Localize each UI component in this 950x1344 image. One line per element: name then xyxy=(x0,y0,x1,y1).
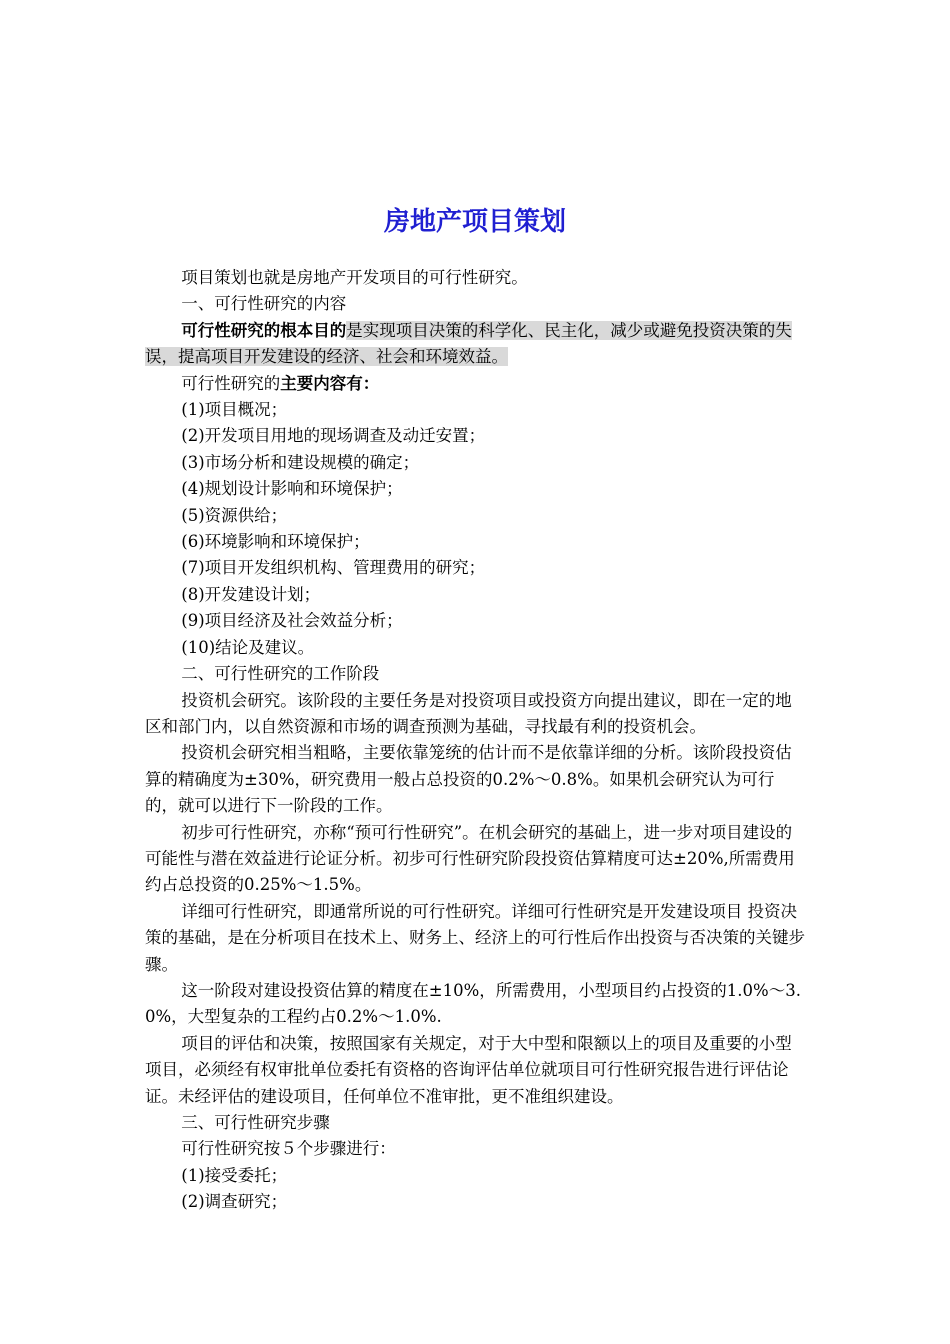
intro-paragraph: 项目策划也就是房地产开发项目的可行性研究。 xyxy=(181,268,528,287)
list-item: (10)结论及建议。 xyxy=(181,637,315,657)
list-item: (1)项目概况； xyxy=(181,400,288,420)
body-paragraph: 详细可行性研究，即通常所说的可行性研究。详细可行性研究是开发建设项目 投资决策的基础，是在分析项目在技术上、财务上、经济上的可行性后作出投资与否决策的关键步骤。 xyxy=(145,901,805,974)
list-item: (4)规划设计影响和环境保护； xyxy=(181,479,403,499)
list-item: (7)项目开发组织机构、管理费用的研究； xyxy=(181,558,486,578)
list-item: (8)开发建设计划； xyxy=(181,584,321,604)
purpose-highlighted-text: 是实现项目决策的科学化、民主化，减少或避免投资决策的失误，提高项目开发建设的经济、社会和环境效益。 xyxy=(145,320,792,367)
section-3-heading: 三、可行性研究步骤 xyxy=(181,1113,330,1132)
contents-lead-text: 可行性研究的 xyxy=(181,373,281,393)
purpose-paragraph xyxy=(145,318,805,371)
contents-bold-text: 主要内容有： xyxy=(280,373,380,393)
body-paragraph: 项目的评估和决策，按照国家有关规定，对于大中型和限额以上的项目及重要的小型项目，必须经有权审批单位委托有资格的咨询评估单位就项目可行性研究报告进行评估论证。未经评估的建设项目，任何单位不准审批，更不准组织建设。 xyxy=(145,1033,792,1106)
body-paragraph: 初步可行性研究，亦称“预可行性研究”。在机会研究的基础上，进一步对项目建设的可能性与潜在效益进行论证分析。初步可行性研究阶段投资估算精度可达±20%,所需费用约占总投资的0.25%～1.5%。 xyxy=(145,822,795,895)
list-item: (6)环境影响和环境保护； xyxy=(181,532,370,552)
purpose-bold-text: 可行性研究的根本目的 xyxy=(181,320,347,340)
body-paragraph: 投资机会研究。该阶段的主要任务是对投资项目或投资方向提出建议，即在一定的地区和部门内，以自然资源和市场的调查预测为基础，寻找最有利的投资机会。 xyxy=(145,690,792,736)
body-paragraph: 这一阶段对建设投资估算的精度在±10%，所需费用，小型项目约占投资的1.0%～3.0%，大型复杂的工程约占0.2%～1.0%. xyxy=(145,980,801,1027)
contents-lead-paragraph xyxy=(145,371,805,397)
section-1-heading: 一、可行性研究的内容 xyxy=(181,294,347,314)
page-title: 房地产项目策划 xyxy=(383,207,566,237)
list-item: (3)市场分析和建设规模的确定； xyxy=(181,452,420,472)
list-item: (1)接受委托； xyxy=(181,1165,288,1185)
list-item: (9)项目经济及社会效益分析； xyxy=(181,611,403,631)
list-item: (2)开发项目用地的现场调查及动迁安置； xyxy=(181,426,486,446)
steps-lead-paragraph: 可行性研究按５个步骤进行： xyxy=(181,1139,396,1159)
list-item: (2)调查研究； xyxy=(181,1192,288,1212)
list-item: (5)资源供给； xyxy=(181,505,288,525)
document-body xyxy=(145,265,805,1216)
section-2-heading: 二、可行性研究的工作阶段 xyxy=(181,664,380,684)
body-paragraph: 投资机会研究相当粗略，主要依靠笼统的估计而不是依靠详细的分析。该阶段投资估算的精确度为±30%，研究费用一般占总投资的0.2%～0.8%。如果机会研究认为可行的，就可以进行下一阶段的工作。 xyxy=(145,743,792,816)
